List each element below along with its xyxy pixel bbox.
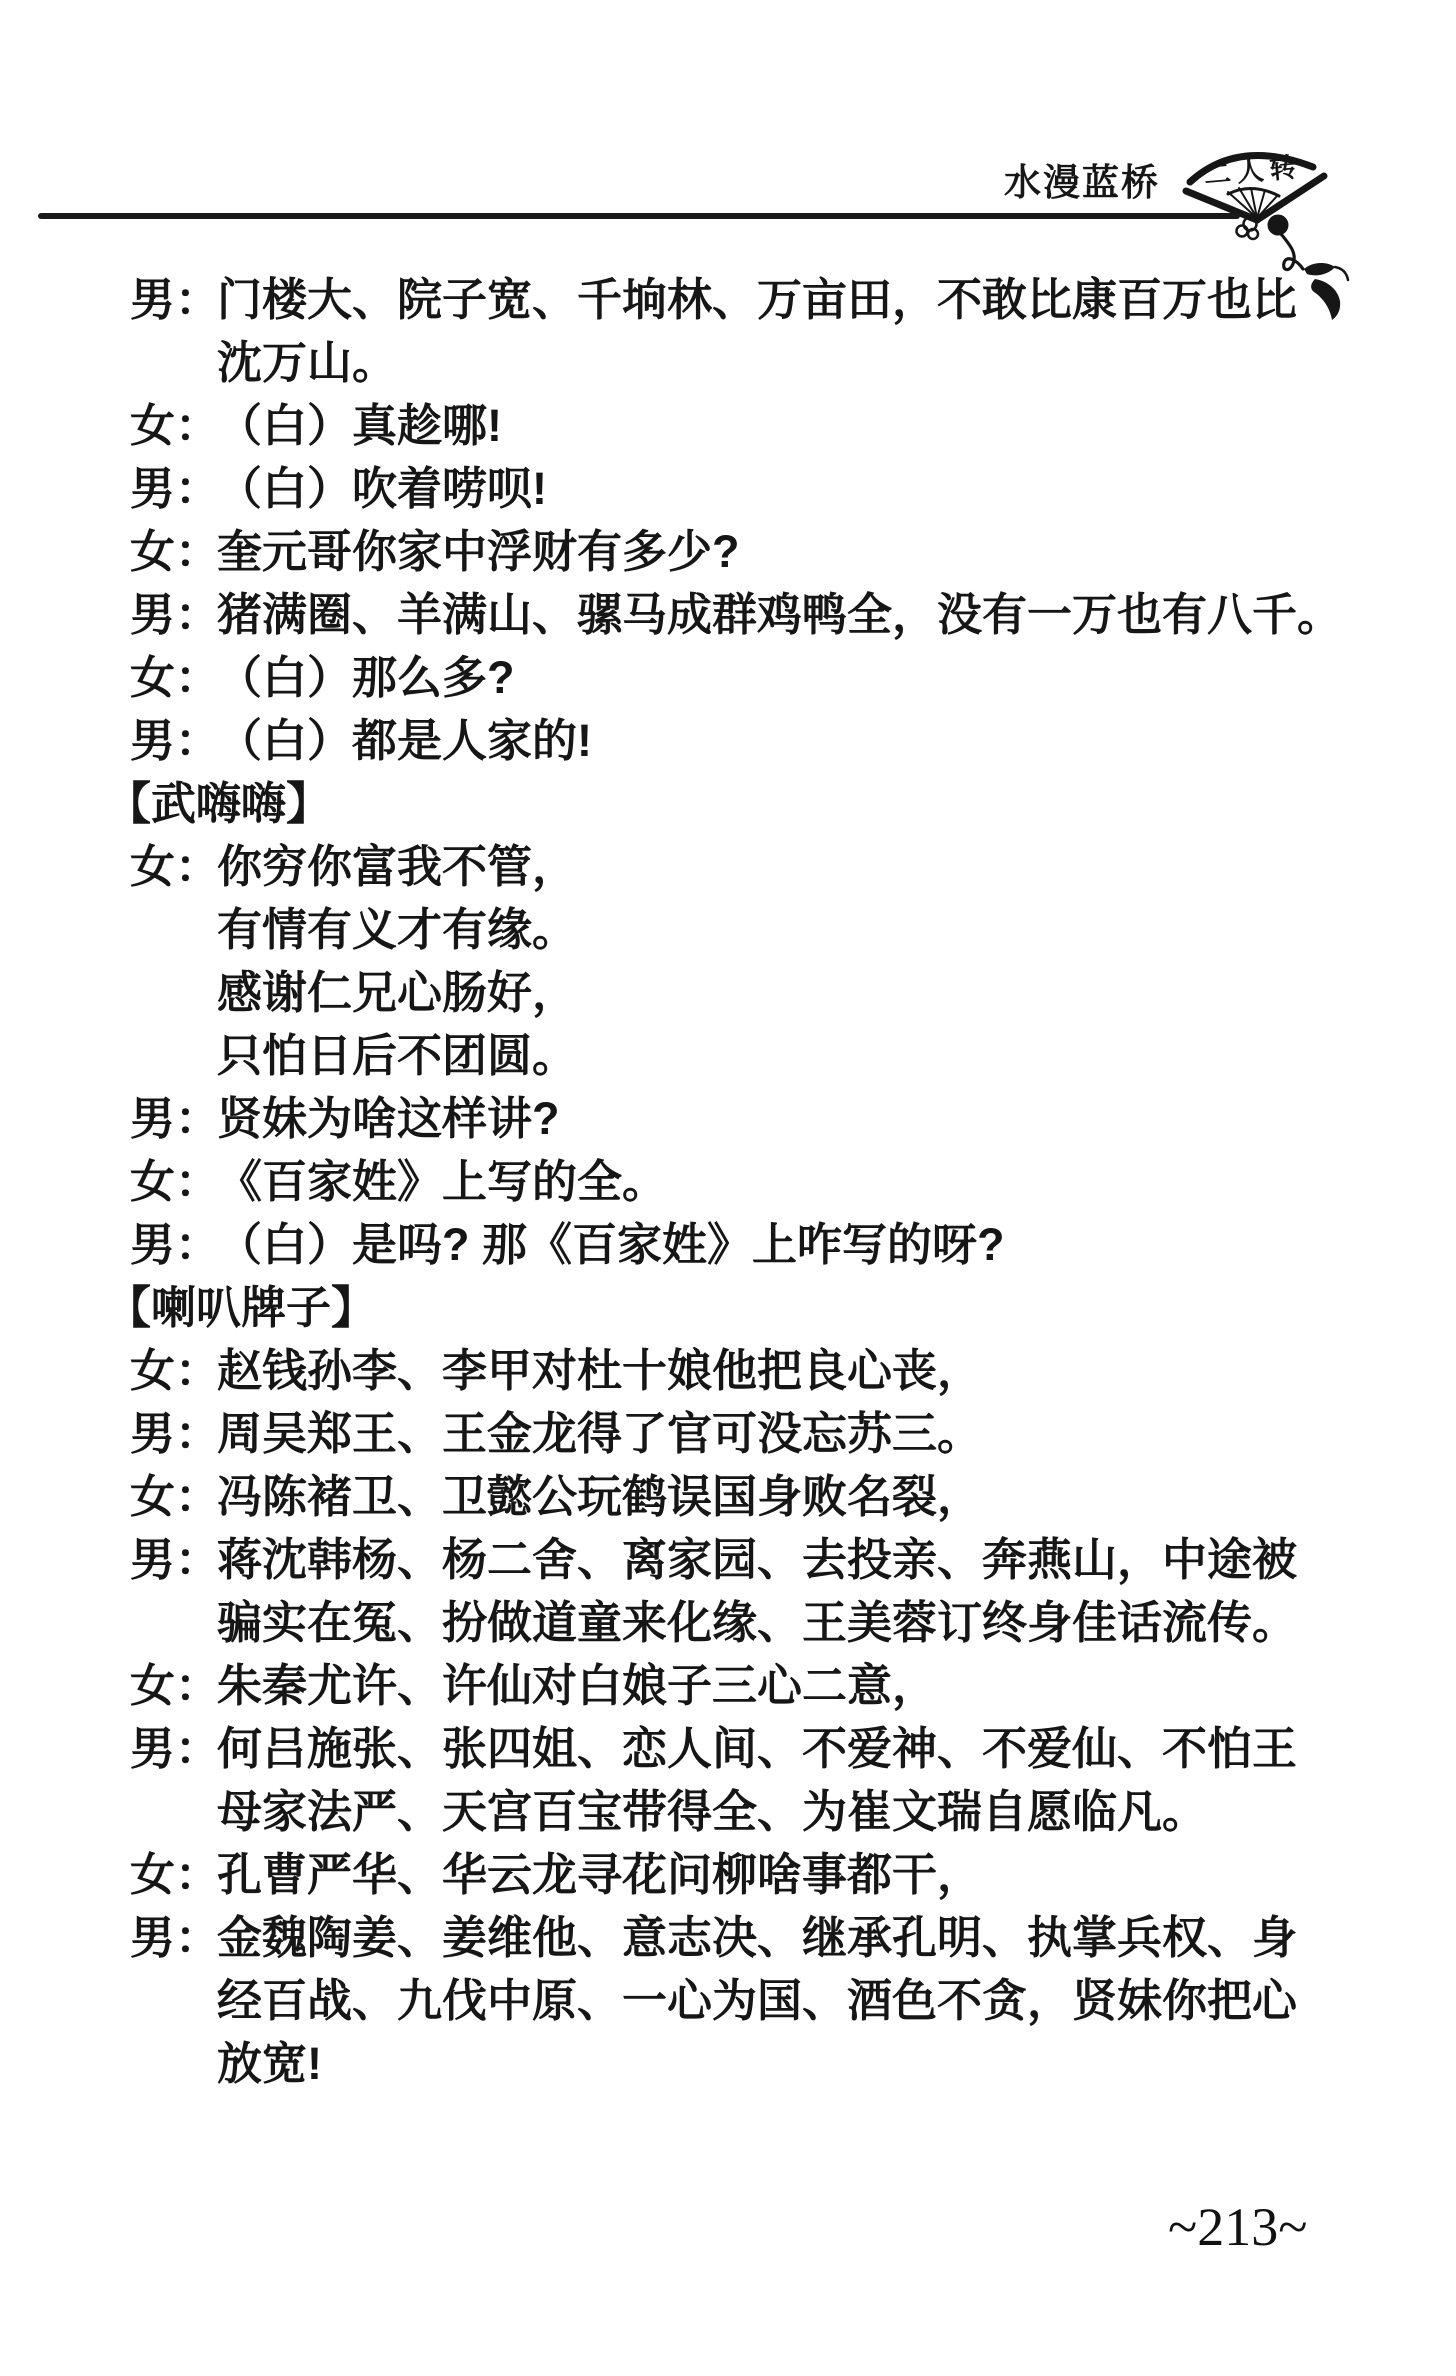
script-line <box>0 831 1456 894</box>
script-line <box>0 1839 1456 1902</box>
script-line <box>0 579 1456 642</box>
script-line <box>0 1965 1456 2028</box>
speaker-label: 女： <box>130 1345 221 1396</box>
speaker-label: 女： <box>130 841 221 892</box>
line-text: 门楼大、院子宽、千垧林、万亩田，不敢比康百万也比 <box>217 274 1298 325</box>
line-text: 有情有义才有缘。 <box>217 904 578 955</box>
line-text: 赵钱孙李、李甲对杜十娘他把良心丧， <box>217 1345 983 1396</box>
line-text: （白）是吗? 那《百家姓》上咋写的呀? <box>217 1219 1005 1270</box>
script-line <box>0 327 1456 390</box>
speaker-label: 女： <box>130 1156 221 1207</box>
line-text: 猪满圈、羊满山、骡马成群鸡鸭全，没有一万也有八千。 <box>217 589 1343 640</box>
line-text: 【武嗨嗨】 <box>106 778 332 829</box>
line-text: 金魏陶姜、姜维他、意志决、继承孔明、执掌兵权、身 <box>217 1912 1298 1963</box>
line-text: 周吴郑王、王金龙得了官可没忘苏三。 <box>217 1408 983 1459</box>
script-line <box>0 1776 1456 1839</box>
script-line <box>0 1713 1456 1776</box>
speaker-label: 女： <box>130 400 221 451</box>
line-text: 奎元哥你家中浮财有多少? <box>217 526 740 577</box>
script-line <box>0 1083 1456 1146</box>
script-line <box>0 642 1456 705</box>
script-line <box>0 1209 1456 1272</box>
speaker-label: 男： <box>130 589 221 640</box>
line-text: 【喇叭牌子】 <box>106 1282 377 1333</box>
script-line <box>0 516 1456 579</box>
speaker-label: 女： <box>130 1471 221 1522</box>
script-line <box>0 1461 1456 1524</box>
running-header-title: 水漫蓝桥 <box>1004 162 1160 203</box>
line-text: 沈万山。 <box>217 337 398 388</box>
script-line <box>0 1398 1456 1461</box>
script-line <box>0 894 1456 957</box>
speaker-label: 男： <box>130 715 221 766</box>
line-text: （白）吹着唠呗! <box>217 463 547 514</box>
line-text: 蒋沈韩杨、杨二舍、离家园、去投亲、奔燕山，中途被 <box>217 1534 1298 1585</box>
line-text: （白）真趁哪! <box>217 400 502 451</box>
line-text: 冯陈褚卫、卫懿公玩鹤误国身败名裂， <box>217 1471 983 1522</box>
speaker-label: 男： <box>130 1912 221 1963</box>
script-line <box>0 957 1456 1020</box>
line-text: 你穷你富我不管， <box>217 841 578 892</box>
script-line <box>0 264 1456 327</box>
line-text: 贤妹为啥这样讲? <box>217 1093 560 1144</box>
page-number: ~213~ <box>1168 2197 1308 2257</box>
script-line <box>0 1335 1456 1398</box>
line-text: 孔曹严华、华云龙寻花问柳啥事都干， <box>217 1849 983 1900</box>
script-line <box>0 1272 1456 1335</box>
speaker-label: 女： <box>130 1660 221 1711</box>
speaker-label: 男： <box>130 1408 221 1459</box>
speaker-label: 男： <box>130 274 221 325</box>
speaker-label: 女： <box>130 1849 221 1900</box>
line-text: 《百家姓》上写的全。 <box>217 1156 668 1207</box>
script-line <box>0 1020 1456 1083</box>
line-text: 何吕施张、张四姐、恋人间、不爱神、不爱仙、不怕王 <box>217 1723 1298 1774</box>
line-text: 经百战、九伐中原、一心为国、酒色不贪，贤妹你把心 <box>217 1975 1298 2026</box>
speaker-label: 女： <box>130 652 221 703</box>
speaker-label: 男： <box>130 1534 221 1585</box>
speaker-label: 男： <box>130 1723 221 1774</box>
script-line <box>0 768 1456 831</box>
speaker-label: 男： <box>130 1093 221 1144</box>
line-text: 母家法严、天宫百宝带得全、为崔文瑞自愿临凡。 <box>217 1786 1208 1837</box>
line-text: （白）都是人家的! <box>217 715 592 766</box>
script-line <box>0 705 1456 768</box>
script-line <box>0 453 1456 516</box>
script-line <box>0 2028 1456 2091</box>
speaker-label: 女： <box>130 526 221 577</box>
header-rule <box>38 213 1240 219</box>
script-line <box>0 390 1456 453</box>
fan-label: 二人转 <box>1202 151 1304 191</box>
script-line <box>0 1524 1456 1587</box>
script-line <box>0 1902 1456 1965</box>
line-text: 骗实在冤、扮做道童来化缘、王美蓉订终身佳话流传。 <box>217 1597 1298 1648</box>
speaker-label: 男： <box>130 1219 221 1270</box>
script-line <box>0 1146 1456 1209</box>
line-text: 朱秦尤许、许仙对白娘子三心二意， <box>217 1660 938 1711</box>
script-line <box>0 1587 1456 1650</box>
speaker-label: 男： <box>130 463 221 514</box>
line-text: 只怕日后不团圆。 <box>217 1030 578 1081</box>
script-body <box>0 264 1456 2091</box>
line-text: 放宽! <box>217 2038 322 2089</box>
line-text: 感谢仁兄心肠好， <box>217 967 578 1018</box>
script-line <box>0 1650 1456 1713</box>
line-text: （白）那么多? <box>217 652 515 703</box>
fan-inner-arc <box>1228 188 1279 196</box>
